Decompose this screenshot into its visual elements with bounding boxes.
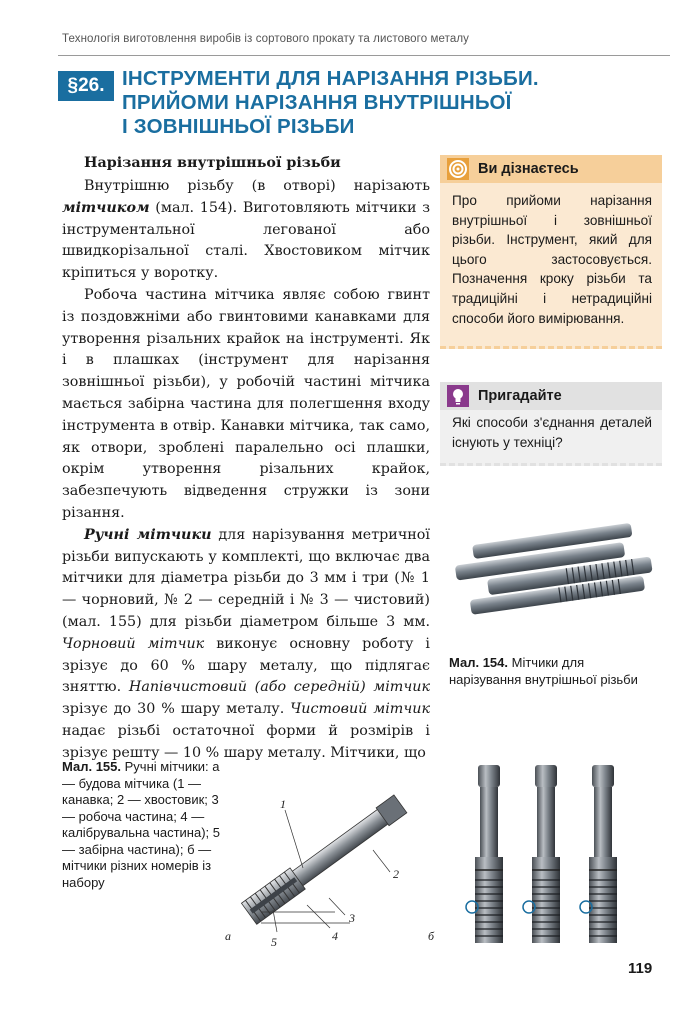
term-hand-taps: Ручні мітчики <box>84 526 212 543</box>
section-title-line-2: ПРИЙОМИ НАРІЗАННЯ ВНУТРІШНЬОЇ <box>122 91 512 114</box>
recall-box-title: Пригадайте <box>478 388 562 404</box>
running-header: Технологія виготовлення виробів із сортового прокату та листового металу <box>62 33 470 45</box>
recall-box-body: Які способи з'єднання деталей існують у техніці? <box>440 410 662 466</box>
paragraph-3-text-d: надає різьбі остаточної форми й розмірів і зрізує решту — 10 % шару металу. Мітчики, що <box>62 722 430 761</box>
figure-154-caption <box>449 655 649 688</box>
body-text <box>62 176 430 765</box>
marker-2: 2 <box>393 867 399 881</box>
figure-155-text: Ручні мітчики: а — будова мітчика (1 — канавка; 2 — хвостовик; 3 — робоча частина; 4 — калібрувальна частина); 5 — забірна частина); б — мітчики різних номерів із набору <box>62 759 220 890</box>
section-number-badge: §26. <box>58 71 114 101</box>
figure-154-image <box>447 505 662 645</box>
header-rule <box>58 55 670 56</box>
paragraph-1-text-a: Внутрішню різьбу (в отворі) нарізають <box>84 178 430 194</box>
term-tap: мітчиком <box>62 199 150 216</box>
marker-1: 1 <box>280 797 286 811</box>
learn-box-header <box>440 155 662 183</box>
panel-a-label: а <box>225 929 231 943</box>
marker-5: 5 <box>271 935 277 949</box>
section-title <box>122 67 539 139</box>
figure-155-caption <box>62 759 230 891</box>
paragraph-3-text-a: для нарізування метричної різьби випускають у комплекті, що включає два мітчики для діаметра різьби до 3 мм і три (№ 1 — чорновий, № 2 — середній і № 3 — чистовий) (мал. 155) для різьби діаметром більше 3 мм. <box>62 526 430 630</box>
section-title-line-3: І ЗОВНІШНЬОЇ РІЗЬБИ <box>122 115 355 138</box>
figure-155-a-drawing <box>225 760 435 950</box>
tap-2-icon <box>532 765 560 943</box>
paragraph-1 <box>62 176 430 285</box>
paragraph-3-text-c: зрізує до 30 % шару металу. <box>62 701 291 718</box>
tap-1-icon <box>475 765 503 943</box>
tap-3-icon <box>589 765 617 943</box>
paragraph-3 <box>62 525 430 765</box>
lightbulb-icon <box>446 384 470 408</box>
marker-3: 3 <box>349 911 355 925</box>
page-number: 119 <box>628 960 653 977</box>
paragraph-3-text-b: виконує основну роботу і зрізує до 60 % шару металу, що підлягає зняттю. <box>62 635 430 696</box>
term-rough-tap: Чорновий мітчик <box>62 635 205 652</box>
paragraph-2: Робоча частина мітчика являє собою гвинт із поздовжніми або гвинтовими канавками для утворення різальних крайок на інструменті. Як і в плашках (інструмент для нарізання зовнішньої різьби), у робочій частині мітчика мається забірна частина для полегшення входу інструмента в отвір. Канавки мітчика, так само, як отвори, зроблені паралельно осі плашки, окрім утворення різальних крайок, забезпечують відведення стружки із зони різання. <box>62 286 430 521</box>
figure-155-label: Мал. 155. <box>62 759 122 774</box>
figure-154-label: Мал. 154. <box>449 655 509 670</box>
figure-154-text: Мітчики для нарізування внутрішньої різьби <box>449 655 638 687</box>
target-icon <box>446 157 470 181</box>
term-finish-tap: Чистовий мітчик <box>290 701 430 718</box>
recall-box-header <box>440 382 662 410</box>
panel-b-label: б <box>428 929 435 943</box>
paragraph-1-text-b: (мал. 154). Виготовляють мітчики з інструментальної легованої або швидкорізальної сталі. Хвостовиком мітчик кріпиться у воротку. <box>62 199 430 282</box>
learn-box-body: Про прийоми нарізання внутрішньої і зовнішньої різьби. Інструмент, який для цього застосовується. Позначення кроку різьби та традиційні і нетрадиційні способи його вимірювання. <box>440 183 662 349</box>
marker-4: 4 <box>332 929 338 943</box>
term-semi-finish-tap: Напівчистовий (або середній) мітчик <box>128 679 431 696</box>
subheading-internal-thread: Нарізання внутрішньої різьби <box>84 155 341 171</box>
figure-155-b-drawing <box>420 760 640 950</box>
section-title-line-1: ІНСТРУМЕНТИ ДЛЯ НАРІЗАННЯ РІЗЬБИ. <box>122 67 539 90</box>
learn-box-title: Ви дізнаєтесь <box>478 161 579 177</box>
